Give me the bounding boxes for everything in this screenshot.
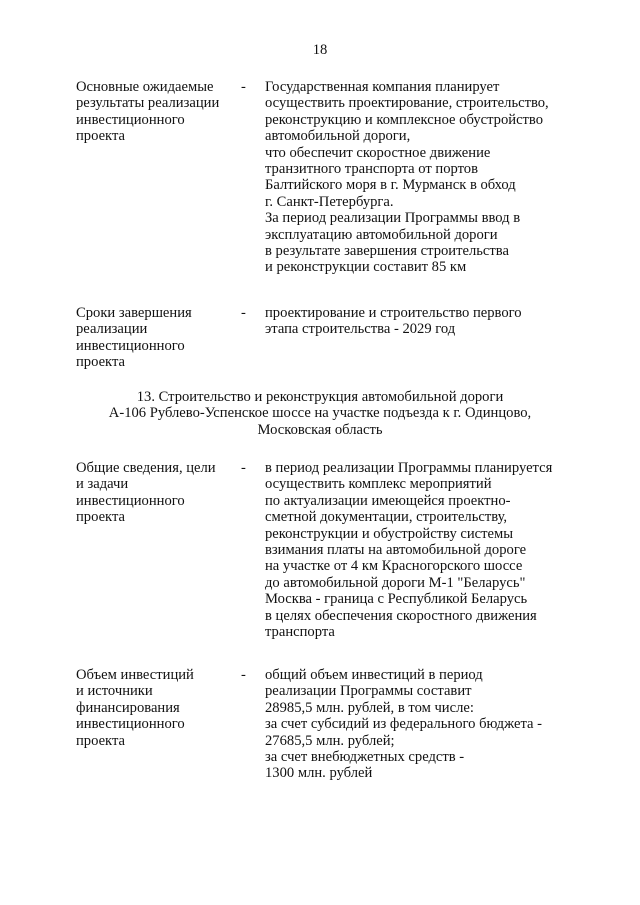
label-line: и источники — [76, 683, 153, 700]
value-line: сметной документации, строительству, — [265, 509, 508, 526]
row-label — [76, 305, 236, 371]
value-line: реконструкции и обустройству системы — [265, 525, 514, 542]
value-line: Балтийского моря в г. Мурманск в обход — [265, 177, 516, 194]
value-line: в результате завершения строительства — [265, 243, 509, 260]
value-line: 27685,5 млн. рублей; — [265, 732, 395, 749]
row-value — [265, 305, 585, 338]
value-line: транспорта — [265, 624, 335, 641]
label-line: инвестиционного — [76, 111, 185, 128]
row-label — [76, 460, 236, 526]
value-line: за счет субсидий из федерального бюджета - — [265, 716, 543, 733]
value-line: г. Санкт-Петербурга. — [265, 193, 394, 210]
value-line: за счет внебюджетных средств - — [265, 749, 465, 766]
row-value — [265, 79, 585, 276]
label-line: проекта — [76, 354, 125, 371]
value-line: проектирование и строительство первого — [265, 305, 522, 321]
value-line: реализации Программы составит — [265, 683, 472, 700]
label-line: и задачи — [76, 476, 129, 493]
value-line: эксплуатацию автомобильной дороги — [265, 226, 498, 243]
page-number: 18 — [312, 42, 328, 58]
label-line: Сроки завершения — [76, 305, 192, 321]
value-line: по актуализации имеющейся проектно- — [265, 492, 511, 509]
value-line: 1300 млн. рублей — [265, 765, 373, 782]
section-title-line: А-106 Рублево-Успенское шоссе на участке подъезда к г. Одинцово, — [108, 405, 532, 422]
row-dash: - — [241, 460, 246, 476]
value-line: осуществить проектирование, строительство, — [265, 95, 549, 112]
value-line: осуществить комплекс мероприятий — [265, 476, 492, 493]
value-line: Государственная компания планирует — [265, 79, 500, 95]
value-line: в период реализации Программы планируется — [265, 460, 553, 476]
value-line: За период реализации Программы ввод в — [265, 210, 521, 227]
value-line: реконструкцию и комплексное обустройство — [265, 111, 544, 128]
label-line: результаты реализации — [76, 95, 220, 112]
row-dash: - — [241, 79, 246, 95]
value-line: этапа строительства - 2029 год — [265, 321, 456, 338]
value-line: общий объем инвестиций в период — [265, 667, 483, 683]
row-label — [76, 79, 236, 145]
row-dash: - — [241, 667, 246, 683]
section-title-line: 13. Строительство и реконструкция автомобильной дороги — [136, 389, 504, 405]
value-line: транзитного транспорта от портов — [265, 161, 478, 178]
label-line: инвестиционного — [76, 337, 185, 354]
label-line: Основные ожидаемые — [76, 79, 214, 95]
label-line: инвестиционного — [76, 716, 185, 733]
value-line: в целях обеспечения скоростного движения — [265, 607, 537, 624]
value-line: и реконструкции составит 85 км — [265, 259, 467, 276]
value-line: до автомобильной дороги М-1 "Беларусь" — [265, 574, 526, 591]
label-line: реализации — [76, 321, 148, 338]
label-line: Общие сведения, цели — [76, 460, 216, 476]
value-line: 28985,5 млн. рублей, в том числе: — [265, 699, 474, 716]
row-value — [265, 667, 585, 782]
label-line: Объем инвестиций — [76, 667, 194, 683]
value-line: на участке от 4 км Красногорского шоссе — [265, 558, 523, 575]
value-line: автомобильной дороги, — [265, 128, 411, 145]
value-line: Москва - граница с Республикой Беларусь — [265, 591, 528, 608]
row-dash: - — [241, 305, 246, 321]
label-line: финансирования — [76, 699, 180, 716]
section-title-line: Московская область — [257, 421, 383, 438]
row-label — [76, 667, 236, 749]
value-line: взимания платы на автомобильной дороге — [265, 542, 527, 559]
label-line: проекта — [76, 732, 125, 749]
row-value — [265, 460, 585, 640]
label-line: инвестиционного — [76, 492, 185, 509]
label-line: проекта — [76, 128, 125, 145]
value-line: что обеспечит скоростное движение — [265, 144, 491, 161]
label-line: проекта — [76, 509, 125, 526]
section-title — [0, 389, 640, 438]
